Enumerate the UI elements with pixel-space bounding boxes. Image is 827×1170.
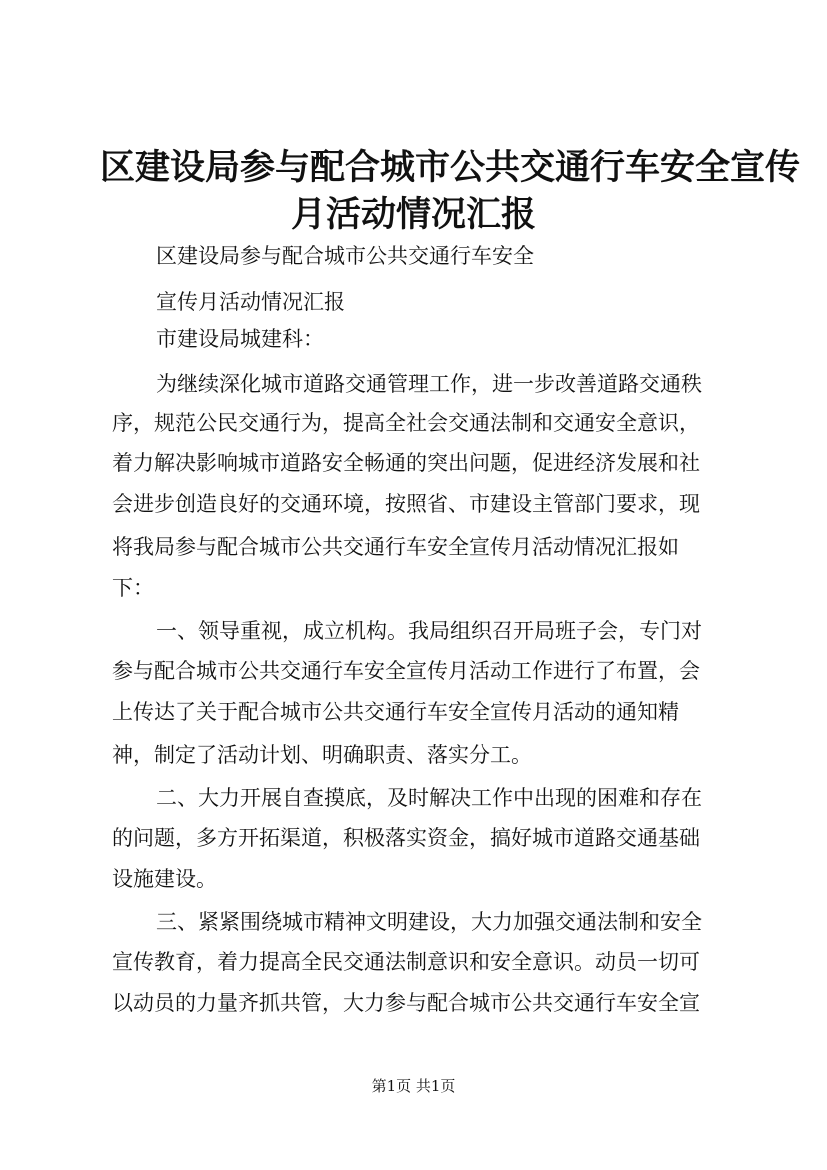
body-line: 为继续深化城市道路交通管理工作，进一步改善道路交通秩	[156, 372, 702, 396]
body-line: 将我局参与配合城市公共交通行车安全宣传月活动情况汇报如	[112, 535, 679, 559]
body-line: 上传达了关于配合城市公共交通行车安全宣传月活动的通知精	[112, 700, 679, 724]
document-title-line-1: 区建设局参与配合城市公共交通行车安全宣传	[100, 147, 801, 188]
subtitle-line-1: 区建设局参与配合城市公共交通行车安全	[156, 244, 534, 268]
body-line: 设施建设。	[112, 867, 217, 891]
document-title-line-2: 月活动情况汇报	[290, 194, 536, 235]
body-line: 宣传教育，着力提高全民交通法制意识和安全意识。动员一切可	[112, 950, 700, 974]
body-line: 三、紧紧围绕城市精神文明建设，大力加强交通法制和安全	[156, 910, 702, 934]
body-line: 序，规范公民交通行为，提高全社会交通法制和交通安全意识，	[112, 411, 700, 435]
body-line: 一、领导重视，成立机构。我局组织召开局班子会，专门对	[156, 619, 702, 643]
body-line: 以动员的力量齐抓共管，大力参与配合城市公共交通行车安全宣	[112, 991, 700, 1015]
body-line: 二、大力开展自查摸底，及时解决工作中出现的困难和存在	[156, 786, 702, 810]
page-footer: 第1页 共1页	[371, 1077, 456, 1095]
body-line: 神，制定了活动计划、明确职责、落实分工。	[112, 743, 532, 767]
body-line: 会进步创造良好的交通环境，按照省、市建设主管部门要求，现	[112, 492, 700, 516]
salutation: 市建设局城建科：	[156, 327, 324, 351]
body-line: 的问题，多方开拓渠道，积极落实资金，搞好城市道路交通基础	[112, 826, 700, 850]
subtitle-line-2: 宣传月活动情况汇报	[156, 290, 345, 314]
body-line: 着力解决影响城市道路安全畅通的突出问题，促进经济发展和社	[112, 451, 700, 475]
body-line: 下：	[112, 576, 154, 600]
body-line: 参与配合城市公共交通行车安全宣传月活动工作进行了布置，会	[112, 659, 700, 683]
